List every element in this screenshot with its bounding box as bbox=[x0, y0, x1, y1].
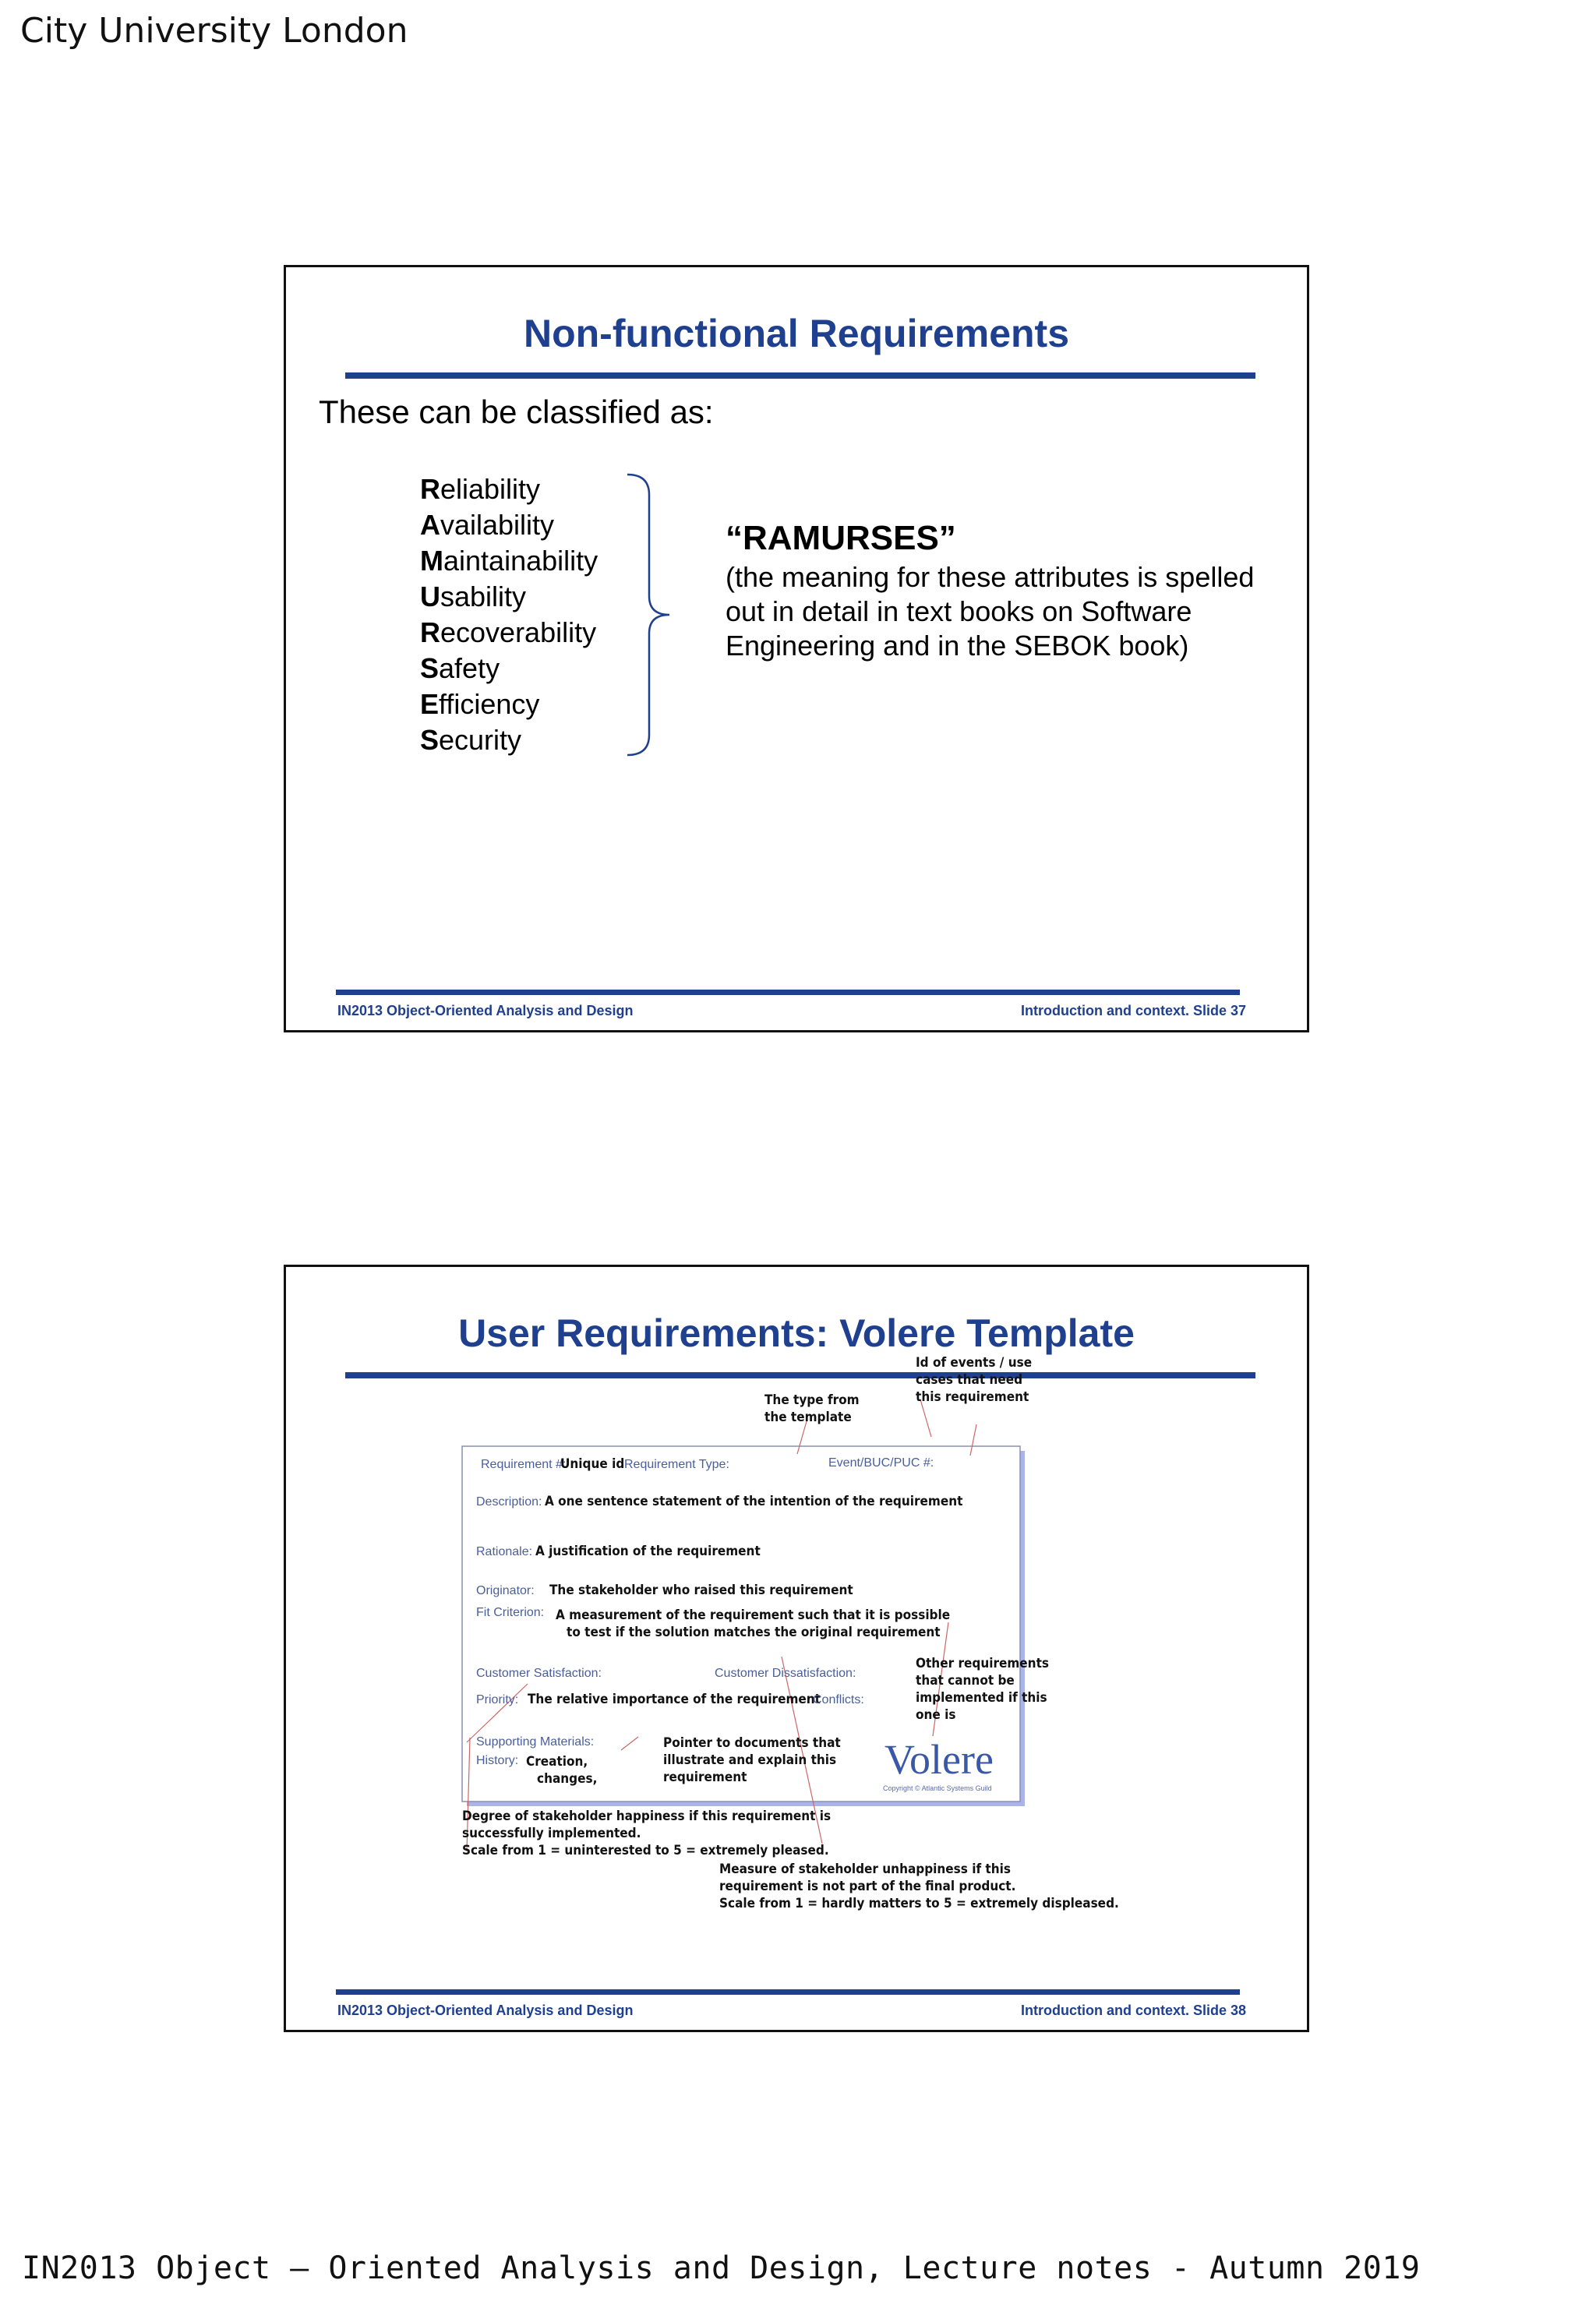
volere-copyright: Copyright © Atlantic Systems Guild bbox=[883, 1784, 992, 1792]
attribute-item: Security bbox=[420, 724, 522, 756]
history-label: History: bbox=[476, 1754, 519, 1767]
requirement-value: Unique id bbox=[560, 1456, 625, 1472]
footer-rule bbox=[336, 1989, 1240, 1995]
volere-template-figure bbox=[403, 1355, 1119, 1968]
pointer-text: Pointer to documents that illustrate and explain this requirement bbox=[663, 1735, 841, 1785]
callout-satisfaction: Degree of stakeholder happiness if this requirement is successfully implemented. Scale from 1 = uninterested to 5 = extremely pleased. bbox=[462, 1809, 832, 1858]
slide-38 bbox=[284, 1265, 1309, 2032]
rationale-label: Rationale: bbox=[476, 1545, 533, 1558]
originator-label: Originator: bbox=[476, 1584, 535, 1597]
attribute-item: Safety bbox=[420, 652, 500, 684]
attribute-item: Availability bbox=[420, 509, 555, 541]
callout-event-id: Id of events / use cases that need this requirement bbox=[916, 1355, 1033, 1405]
brace-icon bbox=[621, 471, 676, 760]
originator-value: The stakeholder who raised this requirement bbox=[549, 1583, 853, 1598]
description-label: Description: bbox=[476, 1495, 542, 1509]
slide-footer-right: Introduction and context. Slide 38 bbox=[1020, 2003, 1246, 2018]
attribute-list bbox=[420, 471, 598, 758]
dissatisfaction-label: Customer Dissatisfaction: bbox=[715, 1667, 856, 1680]
fit-criterion-label: Fit Criterion: bbox=[476, 1606, 545, 1619]
intro-text: These can be classified as: bbox=[319, 393, 714, 430]
slide-title: User Requirements: Volere Template bbox=[458, 1311, 1135, 1355]
callout-type: The type from the template bbox=[764, 1392, 860, 1425]
history-value: Creation, changes, bbox=[526, 1754, 598, 1787]
slide-footer-right: Introduction and context. Slide 37 bbox=[1020, 1003, 1246, 1018]
footer-rule bbox=[336, 990, 1240, 995]
volere-logo: Volere bbox=[885, 1736, 994, 1783]
fit-criterion-value: A measurement of the requirement such that it is possible to test if the solution matches the original requirement bbox=[556, 1608, 951, 1640]
callout-conflicts: Other requirements that cannot be implemented if this one is bbox=[916, 1656, 1049, 1723]
acronym-description: (the meaning for these attributes is spelled out in detail in text books on Software Engineering and in the SEBOK book) bbox=[726, 561, 1255, 662]
rationale-value: A justification of the requirement bbox=[535, 1544, 761, 1559]
slide-title: Non-functional Requirements bbox=[523, 312, 1070, 355]
title-rule bbox=[345, 372, 1255, 379]
title-rule bbox=[345, 1372, 1255, 1378]
satisfaction-label: Customer Satisfaction: bbox=[476, 1667, 602, 1680]
attribute-item: Usability bbox=[420, 581, 527, 612]
priority-value: The relative importance of the requirement bbox=[528, 1692, 821, 1707]
requirement-label: Requirement #: bbox=[481, 1458, 567, 1471]
slide-footer-left: IN2013 Object-Oriented Analysis and Design bbox=[337, 1003, 634, 1018]
event-label: Event/BUC/PUC #: bbox=[828, 1456, 934, 1470]
slide-footer-left: IN2013 Object-Oriented Analysis and Design bbox=[337, 2003, 634, 2018]
page-header: City University London bbox=[20, 11, 408, 51]
priority-label: Priority: bbox=[476, 1693, 519, 1706]
attribute-item: Reliability bbox=[420, 473, 541, 505]
supporting-materials-label: Supporting Materials: bbox=[476, 1735, 595, 1749]
attribute-item: Efficiency bbox=[420, 688, 540, 720]
page-footer: IN2013 Object – Oriented Analysis and Design, Lecture notes - Autumn 2019 bbox=[22, 2250, 1421, 2286]
callout-dissatisfaction: Measure of stakeholder unhappiness if this requirement is not part of the final product. Scale from 1 = hardly matters to 5 = extremely displeased. bbox=[719, 1862, 1119, 1911]
conflicts-label: Conflicts: bbox=[813, 1693, 864, 1706]
slide-37 bbox=[284, 265, 1309, 1032]
attribute-item: Maintainability bbox=[420, 545, 598, 577]
acronym: “RAMURSES” bbox=[726, 519, 956, 557]
type-label: Requirement Type: bbox=[624, 1458, 729, 1471]
description-value: A one sentence statement of the intention of the requirement bbox=[545, 1494, 963, 1509]
attribute-item: Recoverability bbox=[420, 616, 597, 648]
